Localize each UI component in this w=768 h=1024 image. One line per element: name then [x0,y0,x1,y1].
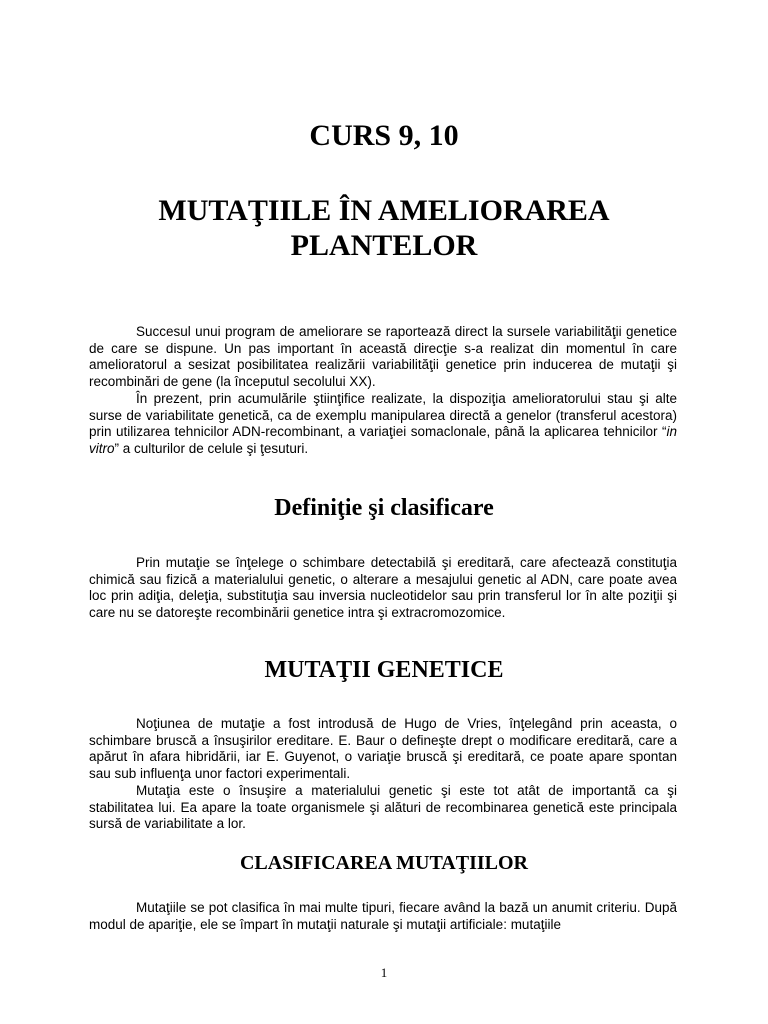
section-heading-definitie: Definiţie şi clasificare [274,495,494,521]
chapter-title-line1: MUTAŢIILE ÎN AMELIORAREA [158,194,610,227]
intro-paragraph-1: Succesul unui program de ameliorare se raportează direct la sursele variabilităţii genetice de care se dispune. Un pas important în această direcţie s-a realizat din momentul în care amelioratorul a sesizat posibilitatea realizării variabilităţii genetice prin inducerea de mutaţii şi recombinări de gene (la începutul secolului XX). [89,324,677,389]
course-title: CURS 9, 10 [309,119,459,152]
intro-paragraph-2 [89,391,677,457]
intro-paragraph-2-text-b: ” a culturilor de celule şi ţesuturi. [114,440,309,456]
section-heading-mutatii-genetice: MUTAŢII GENETICE [264,657,504,683]
mutatii-genetice-paragraph-2: Mutaţia este o însuşire a materialului genetic şi este tot atât de importantă ca şi stabilitatea lui. Ea apare la toate organismele şi alături de recombinarea genetică este principala sursă de variabilitate a lor. [89,783,677,831]
page-number: 1 [380,965,388,980]
intro-paragraph-2-italic: in vitro [89,424,677,456]
section-heading-clasificarea: CLASIFICAREA MUTAŢIILOR [239,852,528,874]
mutatii-genetice-paragraph-1: Noţiunea de mutaţie a fost introdusă de Hugo de Vries, înţelegând prin aceasta, o schimbare bruscă a însuşirilor ereditare. E. Baur o defineşte drept o modificare ereditară, care a apărut în afara hibridării, iar E. Guyenot, o variaţie bruscă şi ereditară, ce poate apare spontan sau sub influenţa unor factori experimentali. [89,716,677,781]
definitie-paragraph: Prin mutaţie se înţelege o schimbare detectabilă şi ereditară, care afectează constituţia chimică sau fizică a materialului genetic, o alterare a mesajului genetic al ADN, care poate avea loc prin adiţia, deleţia, substituţia sau inversia nucleotidelor sau prin transferul lor în alte poziţii şi care nu se datoreşte recombinării genetice intra şi extracromozomice. [89,555,677,620]
intro-paragraph-2-text-a: În prezent, prin acumulările ştiinţifice realizate, la dispoziţia amelioratorului stau şi alte surse de variabilitate genetică, ca de exemplu manipularea directă a genelor (transferul acestora) prin utilizarea tehnicilor ADN-recombinant, a variaţiei somaclonale, până la aplicarea tehnicilor “ [89,391,677,439]
clasificarea-paragraph: Mutaţiile se pot clasifica în mai multe tipuri, fiecare având la bază un anumit criteriu. După modul de apariţie, ele se împart în mutaţii naturale şi mutaţii artificiale: mutaţiile [89,900,677,932]
chapter-title-line2: PLANTELOR [290,229,478,262]
